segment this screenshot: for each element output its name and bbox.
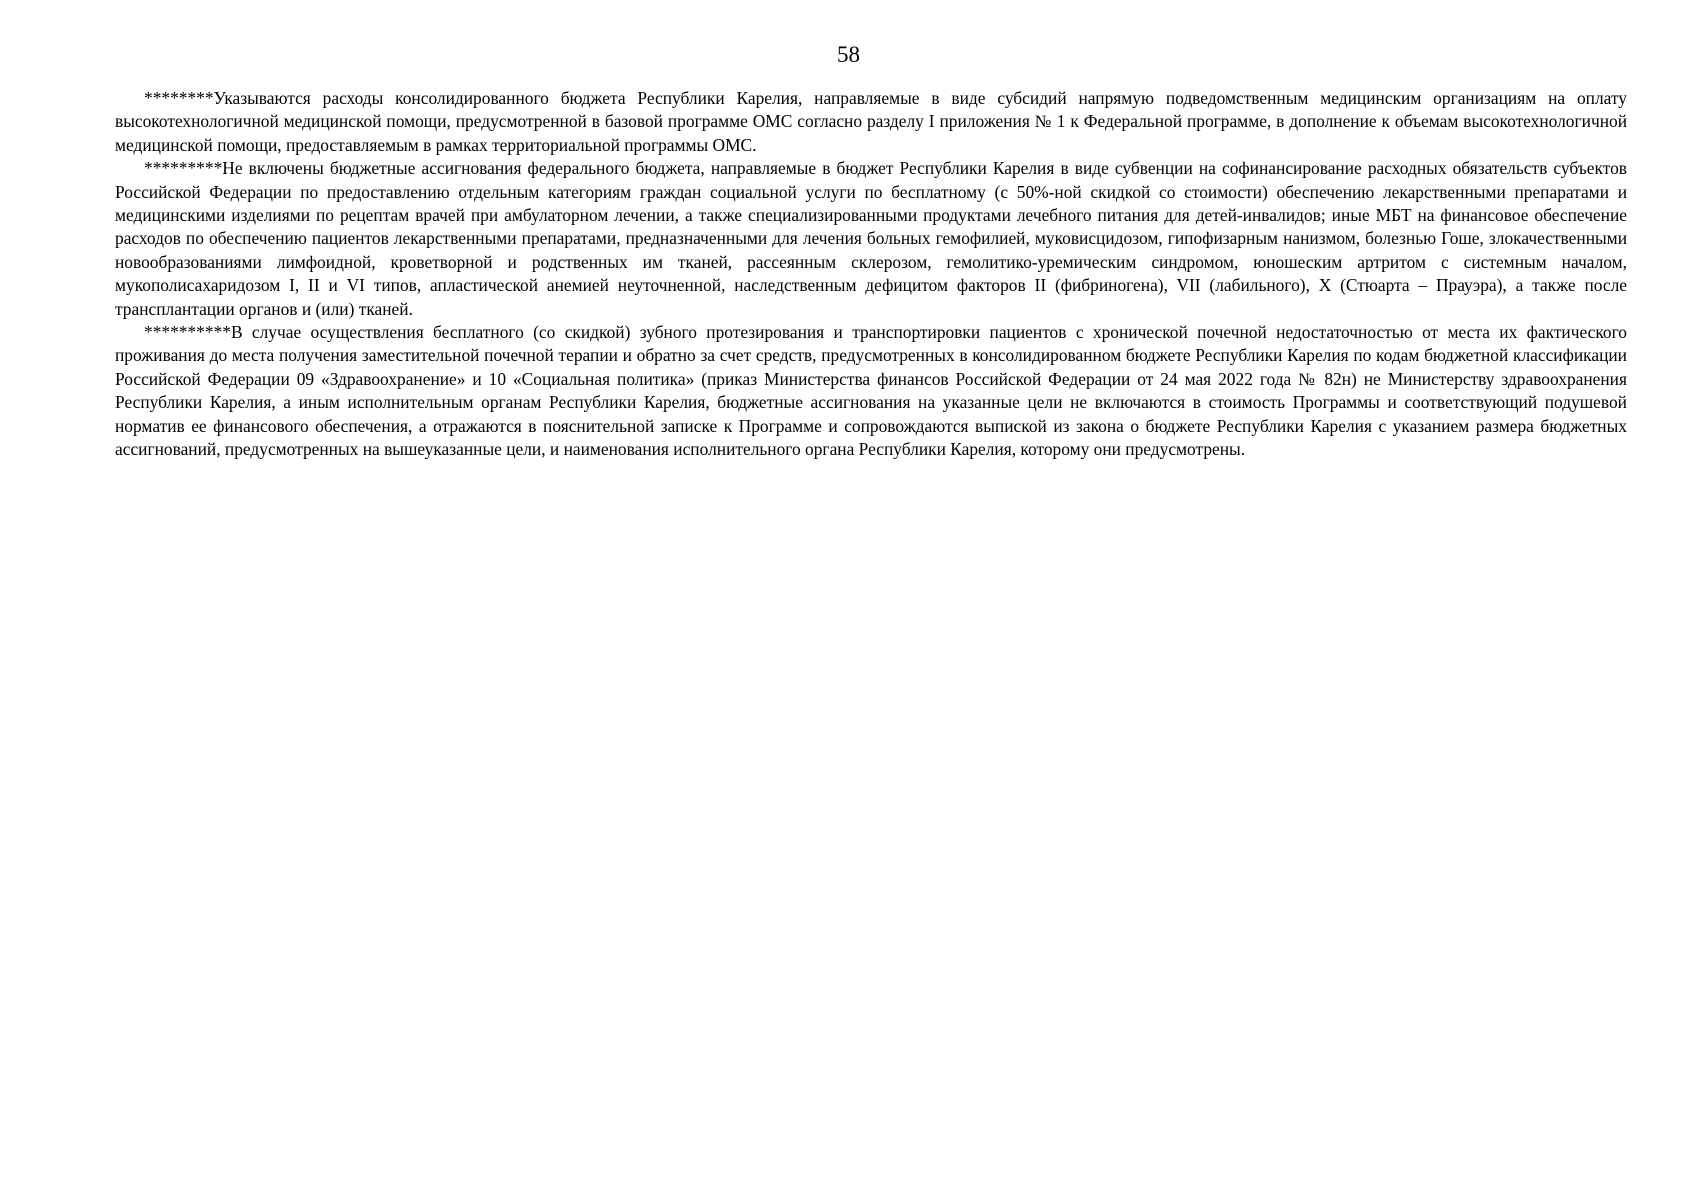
footnotes-block xyxy=(115,87,1627,462)
footnote-8-asterisks: ********Указываются расходы консолидированного бюджета Республики Карелия, направляемые в виде субсидий напрямую подведомственным медицинским организациям на оплату высокотехнологичной медицинской помощи, предусмотренной в базовой программе ОМС согласно разделу I приложения № 1 к Федеральной программе, в дополнение к объемам высокотехнологичной медицинской помощи, предоставляемым в рамках территориальной программы ОМС. xyxy=(115,88,1627,155)
footnote-10-asterisks: **********В случае осуществления бесплатного (со скидкой) зубного протезирования и транспортировки пациентов с хронической почечной недостаточностью от места их фактического проживания до места получения заместительной почечной терапии и обратно за счет средств, предусмотренных в консолидированном бюджете Республики Карелия по кодам бюджетной классификации Российской Федерации 09 «Здравоохранение» и 10 «Социальная политика» (приказ Министерства финансов Российской Федерации от 24 мая 2022 года № 82н) не Министерству здравоохранения Республики Карелия, а иным исполнительным органам Республики Карелия, бюджетные ассигнования на указанные цели не включаются в стоимость Программы и соответствующий подушевой норматив ее финансового обеспечения, а отражаются в пояснительной записке к Программе и сопровождаются выпиской из закона о бюджете Республики Карелия с указанием размера бюджетных ассигнований, предусмотренных на вышеуказанные цели, и наименования исполнительного органа Республики Карелия, которому они предусмотрены. xyxy=(115,322,1627,460)
page-number: 58 xyxy=(837,42,860,67)
footnote-9-asterisks: *********Не включены бюджетные ассигнования федерального бюджета, направляемые в бюджет Республики Карелия в виде субвенции на софинансирование расходных обязательств субъектов Российской Федерации по предоставлению отдельным категориям граждан социальной услуги по бесплатному (с 50%-ной скидкой со стоимости) обеспечению лекарственными препаратами и медицинскими изделиями по рецептам врачей при амбулаторном лечении, а также специализированными продуктами лечебного питания для детей-инвалидов; иные МБТ на финансовое обеспечение расходов по обеспечению пациентов лекарственными препаратами, предназначенными для лечения больных гемофилией, муковисцидозом, гипофизарным нанизмом, болезнью Гоше, злокачественными новообразованиями лимфоидной, кроветворной и родственных им тканей, рассеянным склерозом, гемолитико-уремическим синдромом, юношеским артритом с системным началом, мукополисахаридозом I, II и VI типов, апластической анемией неуточненной, наследственным дефицитом факторов II (фибриногена), VII (лабильного), X (Стюарта – Прауэра), а также после трансплантации органов и (или) тканей. xyxy=(115,158,1627,319)
